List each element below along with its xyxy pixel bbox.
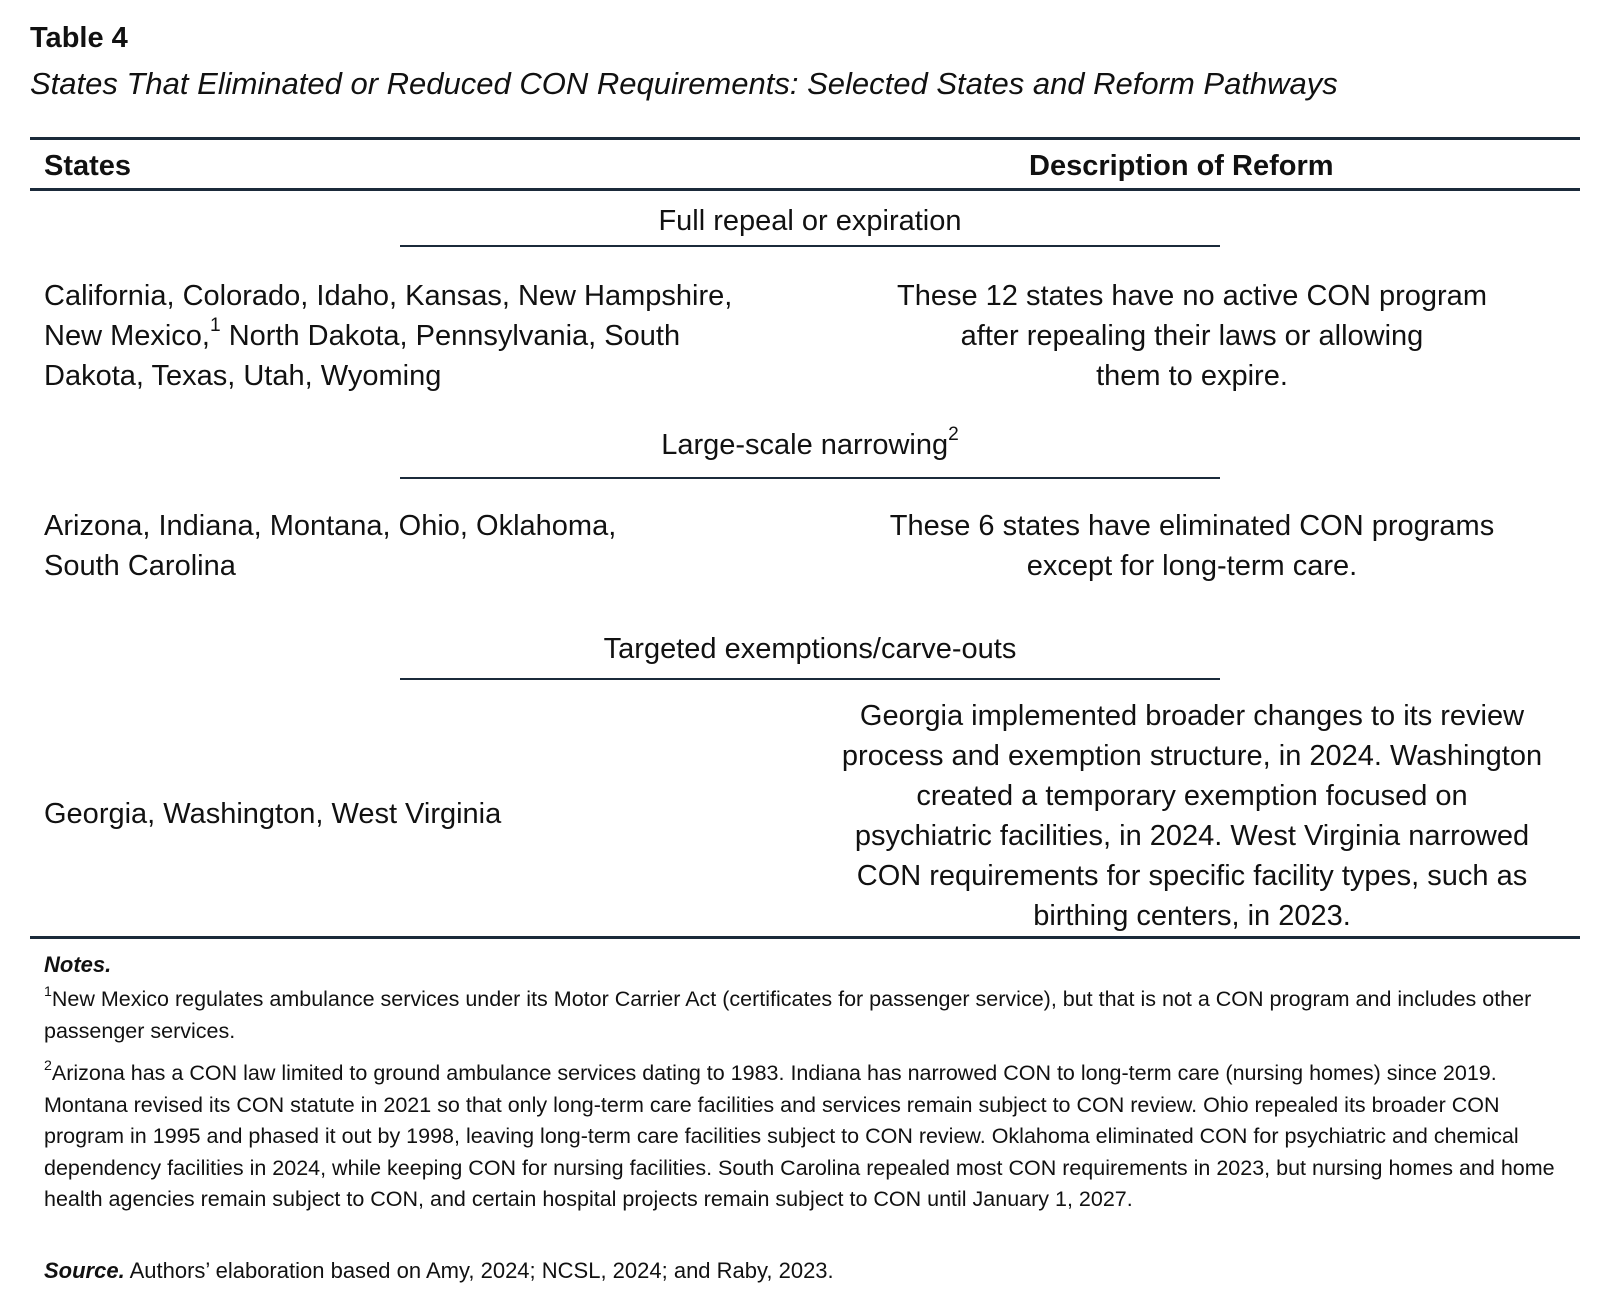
footnote-text: New Mexico regulates ambulance services under its Motor Carrier Act (certificates for passenger service), but that is not a CON program and includes other passenger services. <box>44 987 1532 1043</box>
group-heading-large-scale <box>400 424 1220 462</box>
footnote-2 <box>44 1058 1576 1216</box>
states-cell <box>44 506 784 586</box>
table-label: Table 4 <box>30 22 128 54</box>
group-heading-text: Large-scale narrowing <box>661 429 949 461</box>
top-rule <box>30 137 1580 140</box>
description-line: These 6 states have eliminated CON programs <box>889 510 1495 542</box>
group-heading-text: Targeted exemptions/carve-outs <box>603 633 1017 665</box>
group-rule <box>400 678 1220 680</box>
description-line: process and exemption structure, in 2024. Washington <box>841 740 1543 772</box>
description-cell <box>812 696 1572 936</box>
description-line: These 12 states have no active CON program <box>897 280 1487 312</box>
group-heading-targeted <box>400 633 1220 666</box>
notes-heading: Notes. <box>44 952 112 977</box>
column-header-description: Description of Reform <box>1029 150 1334 182</box>
footnote-marker: 2 <box>948 424 959 446</box>
states-line: New Mexico, <box>44 320 210 352</box>
column-header-states: States <box>44 150 132 182</box>
footnote-text: Arizona has a CON law limited to ground ambulance services dating to 1983. Indiana has narrowed CON to long-term care (nursing homes) since 2019. Montana revised its CON statute in 2021 so that only long-term care facilities and services remain subject to CON review. Ohio repealed its broader CON program in 1995 and phased it out by 1998, leaving long-term care facilities subject to CON review. Oklahoma eliminated CON for psychiatric and chemical dependency facilities in 2024, while keeping CON for nursing facilities. South Carolina repealed most CON requirements in 2023, but nursing homes and home health agencies remain subject to CON, and certain hospital projects remain subject to CON until January 1, 2027. <box>44 1061 1555 1211</box>
table-title: States That Eliminated or Reduced CON Requirements: Selected States and Reform Pathways <box>30 66 1338 101</box>
states-line: Dakota, Texas, Utah, Wyoming <box>44 360 442 392</box>
footnote-marker: 1 <box>44 983 52 1000</box>
description-line: psychiatric facilities, in 2024. West Virginia narrowed <box>854 820 1530 852</box>
group-heading-text: Full repeal or expiration <box>658 205 962 237</box>
description-line: them to expire. <box>1096 360 1288 392</box>
description-line: birthing centers, in 2023. <box>1033 900 1351 932</box>
description-line: after repealing their laws or allowing <box>960 320 1424 352</box>
description-line: except for long-term care. <box>1026 550 1358 582</box>
source-label: Source. <box>44 1258 125 1283</box>
group-rule <box>400 245 1220 247</box>
group-heading-full-repeal <box>400 205 1220 238</box>
states-line: South Carolina <box>44 550 236 582</box>
source-line <box>44 1258 834 1284</box>
states-line: North Dakota, Pennsylvania, South <box>220 320 681 352</box>
states-cell <box>44 276 784 396</box>
states-cell <box>44 794 784 834</box>
bottom-rule <box>30 936 1580 939</box>
description-line: Georgia implemented broader changes to its review <box>859 700 1525 732</box>
footnote-marker: 1 <box>210 315 221 337</box>
footnote-1 <box>44 984 1576 1047</box>
states-line: Georgia, Washington, West Virginia <box>44 798 502 830</box>
description-cell <box>812 506 1572 586</box>
states-line: California, Colorado, Idaho, Kansas, New Hampshire, <box>44 280 733 312</box>
header-rule <box>30 188 1580 191</box>
description-line: CON requirements for specific facility types, such as <box>856 860 1528 892</box>
group-rule <box>400 477 1220 479</box>
footnote-marker: 2 <box>44 1057 52 1074</box>
description-cell <box>812 276 1572 396</box>
states-line: Arizona, Indiana, Montana, Ohio, Oklahoma, <box>44 510 617 542</box>
source-text: Authors’ elaboration based on Amy, 2024; NCSL, 2024; and Raby, 2023. <box>124 1258 834 1283</box>
description-line: created a temporary exemption focused on <box>916 780 1468 812</box>
